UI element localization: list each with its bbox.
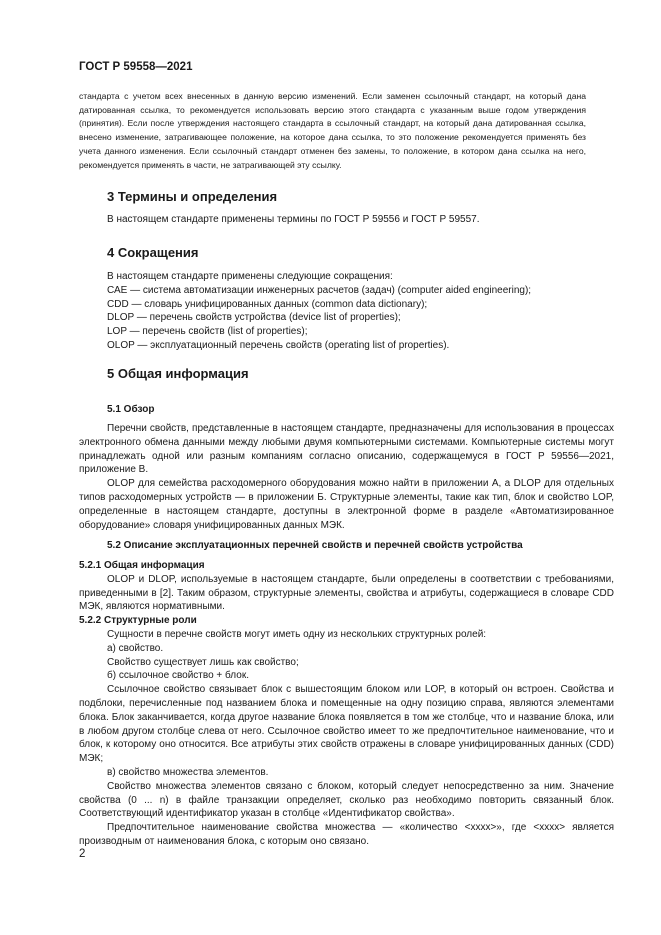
page-header: ГОСТ Р 59558—2021 <box>79 61 193 73</box>
section-5-2-body <box>79 559 614 849</box>
list-item: САЕ — система автоматизации инженерных расчетов (задач) (computer aided engineering); <box>107 284 532 296</box>
list-item: б) ссылочное свойство + блок. <box>107 670 249 682</box>
section-5-2-heading: 5.2 Описание эксплуатационных перечней свойств и перечней свойств устройства <box>107 540 523 551</box>
paragraph: Перечни свойств, представленные в настоящем стандарте, предназначены для использования в процессах электронного обмена данными между любыми двумя компьютерными системами. Компьютерные системы могут принадлежать одной или разным компаниям согласно описанию, содержащемуся в ГОСТ Р 59556—2021, приложение В. <box>79 423 614 476</box>
section-4-list <box>107 270 614 353</box>
paragraph: Предпочтительное наименование свойства множества — «количество <хххх>», где <хххх> является производным от наименования блока, с которым оно связано. <box>79 822 614 847</box>
list-item: DLOP — перечень свойств устройства (device list of properties); <box>107 312 401 324</box>
paragraph: Сущности в перечне свойств могут иметь одну из нескольких структурных ролей: <box>107 628 487 640</box>
list-item: LOP — перечень свойств (list of properties); <box>107 326 308 338</box>
list-item: CDD — словарь унифицированных данных (common data dictionary); <box>107 298 428 310</box>
section-5-1-body <box>79 422 614 532</box>
paragraph: Свойство множества элементов связано с блоком, который следует непосредственно за ним. Значение свойства (0 ... n) в файле транзакции определяет, сколько раз необходимо повторить связанный блок. Соответствующий идентификатор указан в столбце «Идентификатор свойства». <box>79 780 614 820</box>
page-number: 2 <box>79 848 86 860</box>
list-item: а) свойство. <box>107 642 164 654</box>
paragraph: OLOP для семейства расходомерного оборудования можно найти в приложении А, а DLOP для отдельных типов расходомерных устройств — в приложении Б. Структурные элементы, такие как тип, блок и свойство LOP, определенные в настоящем стандарте, доступны в электронной форме в разделе «Автоматизированное оборудование» словаря унифицированных данных МЭК. <box>79 478 614 531</box>
section-3-heading: 3 Термины и определения <box>107 189 278 204</box>
section-5-2-1-heading: 5.2.1 Общая информация <box>79 560 205 571</box>
section-5-2-2-heading: 5.2.2 Структурные роли <box>79 615 197 627</box>
section-3-text: В настоящем стандарте применены термины по ГОСТ Р 59556 и ГОСТ Р 59557. <box>107 214 480 225</box>
intro-paragraph: стандарта с учетом всех внесенных в данную версию изменений. Если заменен ссылочный стандарт, на который дана датированная ссылка, то рекомендуется использовать версию этого стандарта с указанным выше годом утверждения (принятия). Если после утверждения настоящего стандарта в ссылочный стандарт, на который дана датированная ссылка, внесено изменение, затрагивающее положение, на которое дана ссылка, то это положение рекомендуется применять без учета данного изменения. Если ссылочный стандарт отменен без замены, то положение, в котором дана ссылка на него, рекомендуется применять в части, не затрагивающей эту ссылку. <box>79 91 586 170</box>
section-5-heading: 5 Общая информация <box>107 366 249 381</box>
paragraph: Свойство существует лишь как свойство; <box>107 656 299 668</box>
list-item: OLOP — эксплуатационный перечень свойств (operating list of properties). <box>107 339 450 351</box>
section-5-1-heading: 5.1 Обзор <box>107 404 155 415</box>
list-item: в) свойство множества элементов. <box>107 766 269 778</box>
paragraph: Ссылочное свойство связывает блок с вышестоящим блоком или LOP, в который он встроен. Свойства и подблоки, перечисленные под названием блока и помещенные на одну позицию справа, являются элементами блока. Блок заканчивается, когда другое название блока появляется в том же столбце, что и название блока, или в любом другом столбце слева от него. Ссылочное свойство имеет то же предпочтительное наименование, что и блок, к которому оно относится. Все атрибуты этих свойств отражены в словаре унифицированных данных (CDD) МЭК; <box>79 684 614 765</box>
paragraph: OLOP и DLOP, используемые в настоящем стандарте, были определены в соответствии с требованиями, приведенными в [2]. Таким образом, структурные элементы, свойства и атрибуты, содержащиеся в словаре CDD МЭК, являются нормативными. <box>79 573 614 613</box>
list-lead: В настоящем стандарте применены следующие сокращения: <box>107 271 393 282</box>
section-4-heading: 4 Сокращения <box>107 245 199 260</box>
